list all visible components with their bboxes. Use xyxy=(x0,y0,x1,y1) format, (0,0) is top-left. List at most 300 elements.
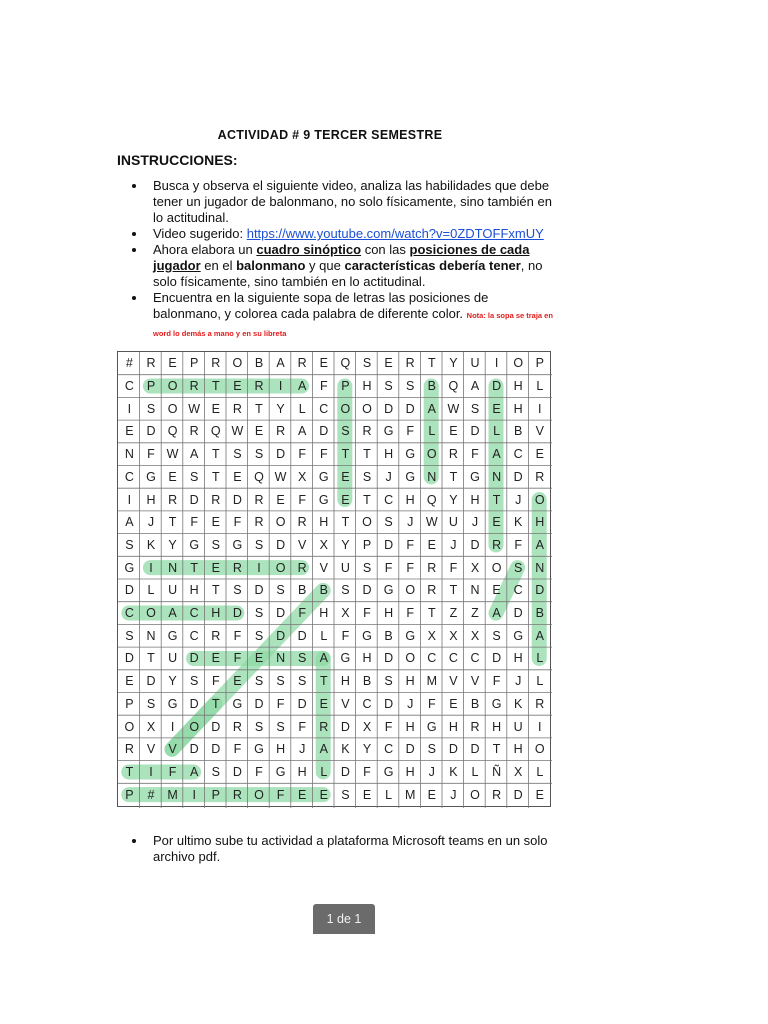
grid-cell: R xyxy=(427,560,437,575)
grid-cell: C xyxy=(362,696,372,711)
grid-cell: D xyxy=(470,537,480,552)
grid-cell: S xyxy=(362,560,372,575)
grid-cell: G xyxy=(254,742,264,757)
grid-cell: E xyxy=(449,696,458,711)
grid-cell: R xyxy=(232,560,242,575)
grid-cell: E xyxy=(233,379,242,394)
grid-cell: R xyxy=(146,356,156,371)
grid-cell: D xyxy=(189,696,199,711)
grid-cell: D xyxy=(124,651,134,666)
instruction-text-3d: y que xyxy=(305,258,345,273)
grid-cell: E xyxy=(211,401,220,416)
grid-cell: E xyxy=(384,356,393,371)
grid-cell: H xyxy=(513,742,523,757)
grid-cell: H xyxy=(535,515,545,530)
grid-cell: A xyxy=(125,515,134,530)
grid-cell: F xyxy=(406,424,415,439)
grid-cell: R xyxy=(492,537,502,552)
grid-cell: E xyxy=(298,787,307,802)
grid-cell: F xyxy=(233,651,242,666)
grid-cell: A xyxy=(190,764,199,779)
grid-cell: F xyxy=(427,696,436,711)
grid-cell: D xyxy=(513,787,523,802)
grid-cell: G xyxy=(232,696,243,711)
grid-cell: R xyxy=(211,356,221,371)
grid-cell: O xyxy=(534,742,545,757)
grid-cell: Y xyxy=(362,742,372,757)
instruction-item-2 xyxy=(117,226,557,242)
grid-cell: A xyxy=(492,606,501,621)
grid-cell: R xyxy=(189,424,199,439)
grid-cell: R xyxy=(319,719,329,734)
grid-cell: V xyxy=(535,424,544,439)
grid-cell: S xyxy=(254,447,264,462)
grid-cell: B xyxy=(254,356,264,371)
grid-cell: A xyxy=(298,424,307,439)
grid-cell: R xyxy=(211,628,221,643)
grid-cell: S xyxy=(298,674,307,689)
grid-cell: E xyxy=(492,515,501,530)
grid-cell: F xyxy=(406,560,415,575)
grid-cell: Z xyxy=(449,606,458,621)
grid-cell: G xyxy=(513,628,524,643)
instruction-text-3a: Ahora elabora un xyxy=(153,242,257,257)
grid-cell: S xyxy=(254,719,264,734)
grid-cell: W xyxy=(447,401,460,416)
grid-cell: T xyxy=(211,583,220,598)
grid-cell: U xyxy=(340,560,350,575)
grid-cell: R xyxy=(276,424,286,439)
grid-cell: S xyxy=(211,764,220,779)
grid-cell: Y xyxy=(168,537,177,552)
grid-cell: E xyxy=(211,560,220,575)
grid-cell: O xyxy=(232,356,243,371)
grid-cell: C xyxy=(189,606,199,621)
grid-cell: I xyxy=(192,787,196,802)
grid-cell: E xyxy=(535,787,544,802)
grid-cell: S xyxy=(384,515,393,530)
grid-cell: C xyxy=(448,651,458,666)
grid-cell: X xyxy=(427,628,436,643)
grid-cell: U xyxy=(513,719,523,734)
grid-cell: S xyxy=(298,651,307,666)
grid-cell: S xyxy=(362,356,372,371)
grid-cell: S xyxy=(125,537,134,552)
grid-cell: E xyxy=(362,787,372,802)
grid-cell: O xyxy=(513,356,524,371)
grid-cell: D xyxy=(276,447,286,462)
grid-cell: E xyxy=(341,469,350,484)
grid-cell: R xyxy=(297,515,307,530)
grid-cell: T xyxy=(211,447,220,462)
grid-cell: A xyxy=(319,651,328,666)
grid-cell: L xyxy=(536,674,544,689)
instruction-item-3 xyxy=(117,242,557,290)
grid-cell: H xyxy=(384,447,394,462)
grid-cell: R xyxy=(189,379,199,394)
grid-cell: I xyxy=(149,560,153,575)
grid-cell: H xyxy=(362,651,372,666)
grid-cell: S xyxy=(276,719,285,734)
grid-cell: Ñ xyxy=(492,764,502,779)
instruction-emphasis-posiciones: posiciones de cada jugador xyxy=(153,242,530,273)
grid-cell: E xyxy=(168,356,177,371)
grid-cell: G xyxy=(405,447,416,462)
grid-cell: J xyxy=(515,674,522,689)
grid-cell: P xyxy=(125,787,134,802)
grid-cell: J xyxy=(299,742,306,757)
grid-cell: G xyxy=(275,764,286,779)
grid-cell: A xyxy=(276,356,285,371)
grid-cell: E xyxy=(492,401,501,416)
grid-cell: R xyxy=(124,742,134,757)
grid-cell: W xyxy=(166,447,179,462)
grid-cell: K xyxy=(514,696,523,711)
grid-cell: T xyxy=(147,651,155,666)
grid-cell: H xyxy=(448,719,458,734)
video-link[interactable]: https://www.youtube.com/watch?v=0ZDTOFFxmUY xyxy=(246,226,544,241)
grid-cell: G xyxy=(318,492,329,507)
grid-cell: X xyxy=(449,628,458,643)
grid-cell: S xyxy=(190,469,199,484)
grid-cell: F xyxy=(298,606,307,621)
grid-cell: G xyxy=(470,469,480,484)
grid-cell: X xyxy=(319,537,328,552)
grid-cell: A xyxy=(190,447,199,462)
grid-cell: F xyxy=(233,628,242,643)
grid-cell: X xyxy=(514,764,523,779)
grid-cell: F xyxy=(168,764,177,779)
grid-cell: E xyxy=(535,447,544,462)
grid-cell: U xyxy=(168,583,178,598)
grid-cell: W xyxy=(188,401,201,416)
instruction-text-4: Encuentra en la siguiente sopa de letras las posiciones de balonmano, y colorea cada palabra de diferente color. xyxy=(153,290,489,321)
grid-cell: N xyxy=(124,447,134,462)
grid-cell: O xyxy=(491,560,502,575)
grid-cell: G xyxy=(124,560,135,575)
grid-cell: U xyxy=(448,515,458,530)
grid-cell: P xyxy=(190,356,199,371)
grid-cell: Q xyxy=(448,379,459,394)
grid-cell: M xyxy=(426,674,437,689)
grid-cell: L xyxy=(298,401,306,416)
grid-cell: D xyxy=(146,674,156,689)
grid-cell: A xyxy=(319,742,328,757)
grid-cell: Y xyxy=(341,537,350,552)
grid-cell: Z xyxy=(471,606,479,621)
grid-cell: R xyxy=(297,560,307,575)
grid-cell: R xyxy=(535,696,545,711)
grid-cell: F xyxy=(233,515,242,530)
grid-cell: R xyxy=(492,787,502,802)
grid-cell: D xyxy=(362,583,372,598)
instruction-note: Nota: la sopa se traja en word lo demás a mano y en su libreta xyxy=(153,311,553,338)
grid-cell: K xyxy=(146,537,156,552)
grid-cell: U xyxy=(470,356,480,371)
grid-cell: B xyxy=(470,696,480,711)
grid-cell: G xyxy=(167,628,178,643)
grid-cell: # xyxy=(125,356,133,371)
grid-cell: D xyxy=(384,696,394,711)
grid-cell: D xyxy=(492,651,502,666)
grid-cell: V xyxy=(168,742,177,757)
grid-cell: B xyxy=(362,674,372,689)
grid-cell: S xyxy=(254,628,264,643)
grid-cell: C xyxy=(513,583,523,598)
grid-cell: V xyxy=(298,537,307,552)
grid-cell: G xyxy=(383,424,394,439)
grid-cell: T xyxy=(341,447,350,462)
grid-cell: P xyxy=(535,356,544,371)
instruction-item-1 xyxy=(117,178,557,226)
grid-cell: D xyxy=(232,764,242,779)
grid-cell: H xyxy=(276,742,286,757)
grid-cell: H xyxy=(384,606,394,621)
grid-cell: T xyxy=(211,696,220,711)
grid-cell: S xyxy=(233,447,242,462)
grid-cell: N xyxy=(470,583,480,598)
grid-cell: V xyxy=(470,674,480,689)
grid-cell: A xyxy=(427,401,436,416)
grid-cell: O xyxy=(362,401,372,416)
grid-cell: M xyxy=(404,787,416,802)
grid-cell: Q xyxy=(340,356,351,371)
grid-cell: H xyxy=(211,606,221,621)
grid-cell: J xyxy=(407,515,414,530)
grid-cell: F xyxy=(406,537,415,552)
grid-cell: J xyxy=(428,764,435,779)
grid-cell: T xyxy=(449,583,458,598)
grid-cell: O xyxy=(167,379,178,394)
grid-cell: S xyxy=(406,379,415,394)
grid-cell: F xyxy=(384,719,393,734)
instruction-emphasis-caracteristicas: características debería tener xyxy=(344,258,521,273)
grid-cell: R xyxy=(362,424,372,439)
grid-cell: D xyxy=(340,764,350,779)
instruction-text-1: Busca y observa el siguiente video, analiza las habilidades que debe tener un jugador de balonmano, no solo físicamente, sino también en lo actitudinal. xyxy=(153,178,552,225)
grid-cell: A xyxy=(470,379,480,394)
grid-cell: F xyxy=(363,606,371,621)
grid-cell: D xyxy=(384,537,394,552)
grid-cell: H xyxy=(340,674,350,689)
grid-cell: F xyxy=(298,447,307,462)
bullet-icon xyxy=(132,232,136,236)
grid-cell: D xyxy=(448,742,458,757)
grid-cell: X xyxy=(341,606,350,621)
grid-cell: S xyxy=(384,379,393,394)
grid-cell: F xyxy=(190,515,199,530)
grid-cell: H xyxy=(405,492,415,507)
grid-cell: V xyxy=(341,696,350,711)
grid-cell: F xyxy=(341,628,350,643)
grid-cell: J xyxy=(385,469,392,484)
grid-cell: H xyxy=(513,401,523,416)
instructions-list xyxy=(117,178,557,342)
grid-cell: U xyxy=(168,651,178,666)
grid-cell: Q xyxy=(254,469,264,484)
grid-cell: R xyxy=(232,787,242,802)
grid-cell: F xyxy=(514,537,523,552)
grid-cell: O xyxy=(340,401,351,416)
grid-cell: D xyxy=(470,742,480,757)
grid-cell: F xyxy=(211,674,220,689)
grid-cell: E xyxy=(319,696,328,711)
grid-cell: W xyxy=(425,515,438,530)
grid-cell: S xyxy=(233,583,242,598)
grid-cell: D xyxy=(340,719,350,734)
grid-cell: H xyxy=(470,492,480,507)
grid-cell: S xyxy=(341,787,350,802)
grid-cell: S xyxy=(254,606,264,621)
grid-cell: N xyxy=(146,628,156,643)
grid-cell: S xyxy=(211,537,220,552)
grid-cell: D xyxy=(405,401,415,416)
grid-cell: D xyxy=(384,651,394,666)
grid-cell: Q xyxy=(426,492,437,507)
grid-cell: A xyxy=(535,537,544,552)
activity-title: ACTIVIDAD # 9 TERCER SEMESTRE xyxy=(217,128,443,142)
grid-cell: D xyxy=(276,628,286,643)
grid-cell: H xyxy=(362,379,372,394)
grid-cell: M xyxy=(167,787,178,802)
grid-cell: C xyxy=(470,651,480,666)
grid-cell: D xyxy=(189,651,199,666)
grid-cell: G xyxy=(383,583,394,598)
grid-cell: X xyxy=(362,719,372,734)
grid-cell: T xyxy=(449,469,458,484)
grid-cell: N xyxy=(427,469,437,484)
instruction-text-3c: en el xyxy=(200,258,237,273)
grid-cell: T xyxy=(168,515,177,530)
grid-cell: T xyxy=(363,492,371,507)
grid-cell: P xyxy=(341,379,350,394)
grid-cell: F xyxy=(363,764,371,779)
grid-cell: W xyxy=(274,469,287,484)
bullet-icon xyxy=(132,296,136,300)
instruction-text-3e: , no solo físicamente, sino también en lo actitudinal. xyxy=(153,258,543,289)
grid-cell: V xyxy=(319,560,328,575)
grid-cell: S xyxy=(276,583,285,598)
grid-cell: R xyxy=(232,719,242,734)
grid-cell: A xyxy=(168,606,177,621)
grid-cell: V xyxy=(146,742,156,757)
grid-cell: R xyxy=(470,719,480,734)
grid-cell: Q xyxy=(167,424,178,439)
grid-cell: D xyxy=(232,492,242,507)
grid-cell: H xyxy=(146,492,156,507)
grid-cell: E xyxy=(125,674,134,689)
grid-cell: A xyxy=(492,447,501,462)
grid-cell: I xyxy=(538,719,542,734)
grid-cell: D xyxy=(124,583,134,598)
grid-cell: H xyxy=(319,515,329,530)
grid-cell: K xyxy=(341,742,350,757)
grid-cell: E xyxy=(233,674,242,689)
grid-cell: # xyxy=(147,787,155,802)
grid-cell: P xyxy=(362,537,372,552)
grid-cell: S xyxy=(384,674,393,689)
grid-cell: S xyxy=(146,401,156,416)
grid-cell: O xyxy=(470,787,480,802)
word-search-grid xyxy=(117,351,551,807)
grid-cell: K xyxy=(449,764,458,779)
grid-cell: I xyxy=(494,356,499,371)
instruction-item-4 xyxy=(117,290,557,342)
grid-cell: L xyxy=(493,424,501,439)
grid-cell: C xyxy=(319,401,329,416)
grid-cell: O xyxy=(534,492,545,507)
grid-cell: N xyxy=(168,560,178,575)
grid-cell: N xyxy=(276,651,286,666)
grid-cell: D xyxy=(211,742,221,757)
grid-cell: T xyxy=(492,492,501,507)
page-indicator: 1 de 1 xyxy=(313,904,375,934)
grid-cell: J xyxy=(147,515,155,530)
grid-cell: Q xyxy=(210,424,221,439)
grid-cell: S xyxy=(362,469,372,484)
grid-cell: E xyxy=(254,424,264,439)
grid-cell: F xyxy=(384,560,393,575)
grid-cell: R xyxy=(254,379,264,394)
grid-cell: P xyxy=(146,379,156,394)
grid-cell: T xyxy=(125,764,134,779)
grid-cell: O xyxy=(146,606,156,621)
grid-cell: D xyxy=(232,606,242,621)
grid-cell: O xyxy=(124,719,135,734)
grid-cell: D xyxy=(405,742,415,757)
grid-cell: H xyxy=(513,379,523,394)
grid-cell: G xyxy=(405,469,416,484)
grid-cell: D xyxy=(319,424,329,439)
grid-cell: R xyxy=(232,401,242,416)
grid-cell: E xyxy=(254,651,264,666)
grid-cell: K xyxy=(514,515,523,530)
grid-cell: J xyxy=(450,537,457,552)
grid-cell: S xyxy=(341,583,350,598)
grid-cell: O xyxy=(275,515,286,530)
grid-cell: R xyxy=(297,356,307,371)
grid-cell: D xyxy=(513,606,523,621)
grid-cell: D xyxy=(535,583,545,598)
grid-cell: F xyxy=(492,674,501,689)
grid-cell: G xyxy=(491,696,502,711)
grid-cell: R xyxy=(405,356,415,371)
grid-cell: X xyxy=(146,719,156,734)
grid-cell: L xyxy=(147,583,155,598)
grid-cell: R xyxy=(168,492,178,507)
grid-cell: I xyxy=(170,719,175,734)
grid-cell: T xyxy=(427,606,436,621)
grid-cell: T xyxy=(211,379,220,394)
grid-cell: L xyxy=(320,628,328,643)
grid-cell: X xyxy=(298,469,307,484)
final-instruction xyxy=(117,833,593,865)
grid-cell: X xyxy=(470,628,480,643)
grid-cell: O xyxy=(405,583,416,598)
grid-cell: D xyxy=(297,696,307,711)
bullet-icon xyxy=(132,248,136,252)
grid-cell: E xyxy=(211,651,220,666)
grid-cell: S xyxy=(276,674,285,689)
grid-cell: T xyxy=(363,447,371,462)
grid-cell: D xyxy=(189,742,199,757)
grid-cell: O xyxy=(426,447,437,462)
grid-cell: E xyxy=(449,424,458,439)
grid-cell: C xyxy=(124,606,134,621)
grid-cell: H xyxy=(513,651,523,666)
grid-cell: I xyxy=(149,764,153,779)
grid-cell: B xyxy=(427,379,436,394)
